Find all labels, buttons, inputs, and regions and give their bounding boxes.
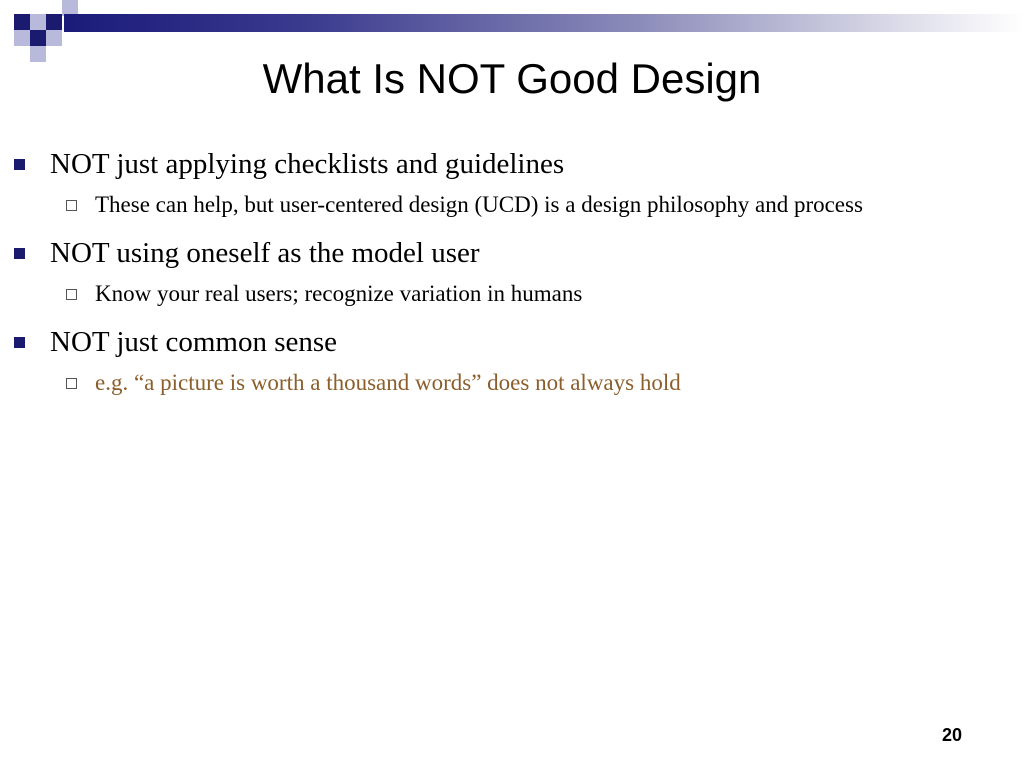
bullet-text: NOT just common sense	[50, 326, 338, 358]
hollow-square-bullet-icon	[66, 289, 77, 300]
hollow-square-bullet-icon	[66, 378, 77, 389]
decor-square	[14, 30, 30, 46]
decor-square	[30, 30, 46, 46]
bullet-text: NOT using oneself as the model user	[50, 237, 480, 269]
decor-square	[30, 14, 46, 30]
square-bullet-icon	[14, 248, 25, 259]
bullet-list	[0, 146, 1024, 413]
header-gradient-bar	[64, 14, 1024, 32]
square-bullet-icon	[14, 159, 25, 170]
sub-bullet-text: e.g. “a picture is worth a thousand words” does not always hold	[95, 370, 681, 395]
slide-title: What Is NOT Good Design	[262, 55, 762, 102]
bullet-item	[50, 324, 1024, 360]
sub-bullet-item	[95, 188, 964, 221]
sub-bullet-item	[95, 277, 964, 310]
decor-square	[14, 14, 30, 30]
bullet-text: NOT just applying checklists and guidelines	[50, 148, 565, 180]
hollow-square-bullet-icon	[66, 200, 77, 211]
bullet-item	[50, 146, 1024, 182]
decor-square	[46, 30, 62, 46]
sub-bullet-text: Know your real users; recognize variation in humans	[95, 281, 583, 306]
decor-square	[46, 14, 62, 30]
page-number: 20	[941, 725, 962, 745]
sub-bullet-text: These can help, but user-centered design (UCD) is a design philosophy and process	[95, 192, 863, 217]
sub-bullet-item	[95, 366, 964, 399]
bullet-item	[50, 235, 1024, 271]
square-bullet-icon	[14, 337, 25, 348]
